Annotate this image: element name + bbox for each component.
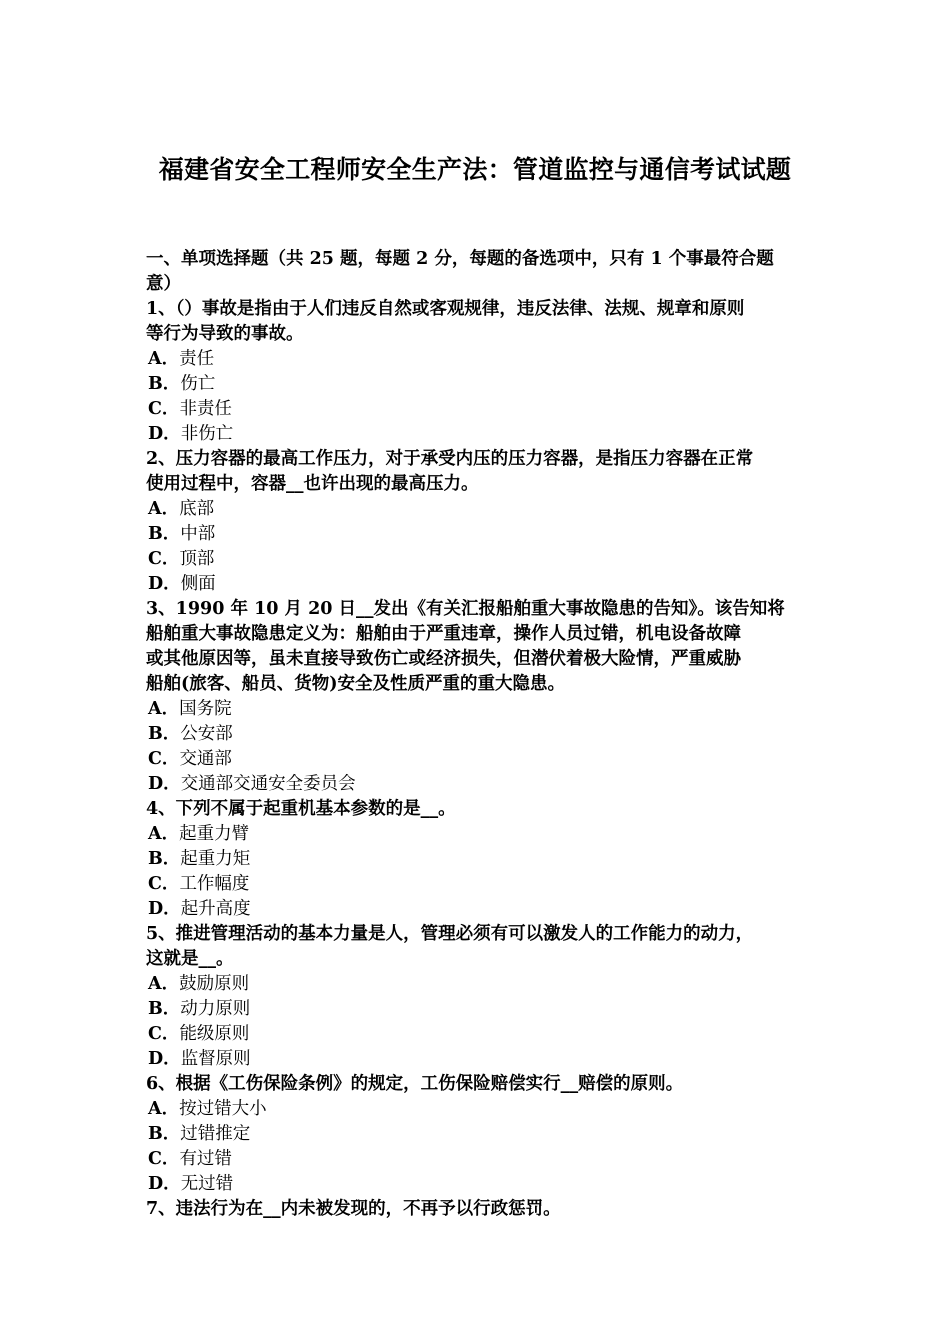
answer-option: [146, 697, 808, 722]
option-letter: B．: [148, 849, 181, 869]
option-letter: D．: [148, 1174, 181, 1194]
answer-option: [146, 997, 808, 1022]
answer-option: [146, 547, 808, 572]
option-letter: C．: [148, 1024, 180, 1044]
option-letter: C．: [148, 549, 180, 569]
question-text: 船舶(旅客、船员、货物)安全及性质严重的重大隐患。: [146, 674, 566, 694]
option-text: 起重力臂: [179, 824, 250, 844]
option-text: 无过错: [180, 1174, 234, 1194]
question-text: 等行为导致的事故。: [146, 324, 304, 344]
answer-option: [146, 422, 808, 447]
option-text: 起升高度: [180, 899, 251, 919]
answer-option: [146, 1147, 808, 1172]
question-text: 7、违法行为在__内未被发现的，不再予以行政惩罚。: [146, 1199, 561, 1219]
option-text: 起重力矩: [180, 849, 251, 869]
option-letter: D．: [148, 424, 181, 444]
option-text: 鼓励原则: [179, 974, 250, 994]
option-letter: B．: [148, 724, 181, 744]
answer-option: [146, 497, 808, 522]
answer-option: [146, 397, 808, 422]
answer-option: [146, 897, 808, 922]
option-text: 过错推定: [180, 1124, 251, 1144]
answer-option: [146, 372, 808, 397]
option-letter: C．: [148, 749, 180, 769]
answer-option: [146, 1022, 808, 1047]
option-text: 有过错: [179, 1149, 232, 1169]
option-letter: B．: [148, 999, 181, 1019]
option-letter: A．: [148, 349, 180, 369]
answer-option: [146, 1172, 808, 1197]
answer-option: [146, 572, 808, 597]
answer-option: [146, 822, 808, 847]
answer-option: [146, 847, 808, 872]
question-text: 船舶重大事故隐患定义为：船舶由于严重违章，操作人员过错，机电设备故障: [146, 624, 741, 644]
exam-body: [146, 247, 808, 1222]
question-text: 4、下列不属于起重机基本参数的是__。: [146, 799, 456, 819]
answer-option: [146, 722, 808, 747]
question-text: 2、压力容器的最高工作压力，对于承受内压的压力容器，是指压力容器在正常: [146, 449, 754, 469]
option-letter: A．: [148, 499, 180, 519]
section-heading: 意）: [146, 274, 181, 294]
question-text: 3、1990 年 10 月 20 日__发出《有关汇报船舶重大事故隐患的告知》。该告知将: [146, 599, 785, 619]
option-text: 非责任: [179, 399, 232, 419]
option-letter: B．: [148, 374, 181, 394]
answer-option: [146, 872, 808, 897]
document-title: 福建省安全工程师安全生产法：管道监控与通信考试试题: [158, 155, 792, 184]
option-letter: C．: [148, 874, 180, 894]
option-letter: C．: [148, 399, 180, 419]
section-heading: 一、单项选择题（共 25 题，每题 2 分，每题的备选项中，只有 1 个事最符合题: [146, 249, 774, 269]
option-text: 监督原则: [180, 1049, 251, 1069]
option-text: 伤亡: [180, 374, 216, 394]
option-text: 动力原则: [180, 999, 251, 1019]
answer-option: [146, 1122, 808, 1147]
question-text: 6、根据《工伤保险条例》的规定，工伤保险赔偿实行__赔偿的原则。: [146, 1074, 684, 1094]
answer-option: [146, 347, 808, 372]
answer-option: [146, 772, 808, 797]
answer-option: [146, 522, 808, 547]
option-letter: A．: [148, 824, 180, 844]
option-text: 侧面: [180, 574, 216, 594]
question-text: 5、推进管理活动的基本力量是人，管理必须有可以激发人的工作能力的动力，: [146, 924, 754, 944]
option-text: 底部: [179, 499, 215, 519]
answer-option: [146, 747, 808, 772]
option-text: 能级原则: [179, 1024, 250, 1044]
question-text: 1、（）事故是指由于人们违反自然或客观规律，违反法律、法规、规章和原则: [146, 299, 745, 319]
option-letter: D．: [148, 1049, 181, 1069]
option-letter: A．: [148, 699, 180, 719]
option-letter: A．: [148, 1099, 180, 1119]
answer-option: [146, 1097, 808, 1122]
option-letter: D．: [148, 774, 181, 794]
option-text: 责任: [179, 349, 215, 369]
option-text: 中部: [180, 524, 216, 544]
option-text: 工作幅度: [179, 874, 250, 894]
option-text: 非伤亡: [180, 424, 234, 444]
answer-option: [146, 972, 808, 997]
option-letter: C．: [148, 1149, 180, 1169]
question-text: 使用过程中，容器__也许出现的最高压力。: [146, 474, 479, 494]
option-text: 交通部: [179, 749, 232, 769]
option-text: 按过错大小: [179, 1099, 267, 1119]
option-letter: A．: [148, 974, 180, 994]
option-text: 交通部交通安全委员会: [180, 774, 356, 794]
option-letter: B．: [148, 1124, 181, 1144]
question-text: 或其他原因等，虽未直接导致伤亡或经济损失，但潜伏着极大险情，严重威胁: [146, 649, 741, 669]
option-text: 国务院: [179, 699, 232, 719]
option-letter: D．: [148, 899, 181, 919]
option-letter: D．: [148, 574, 181, 594]
answer-option: [146, 1047, 808, 1072]
option-text: 顶部: [179, 549, 215, 569]
question-text: 这就是__。: [146, 949, 234, 969]
option-letter: B．: [148, 524, 181, 544]
option-text: 公安部: [180, 724, 233, 744]
